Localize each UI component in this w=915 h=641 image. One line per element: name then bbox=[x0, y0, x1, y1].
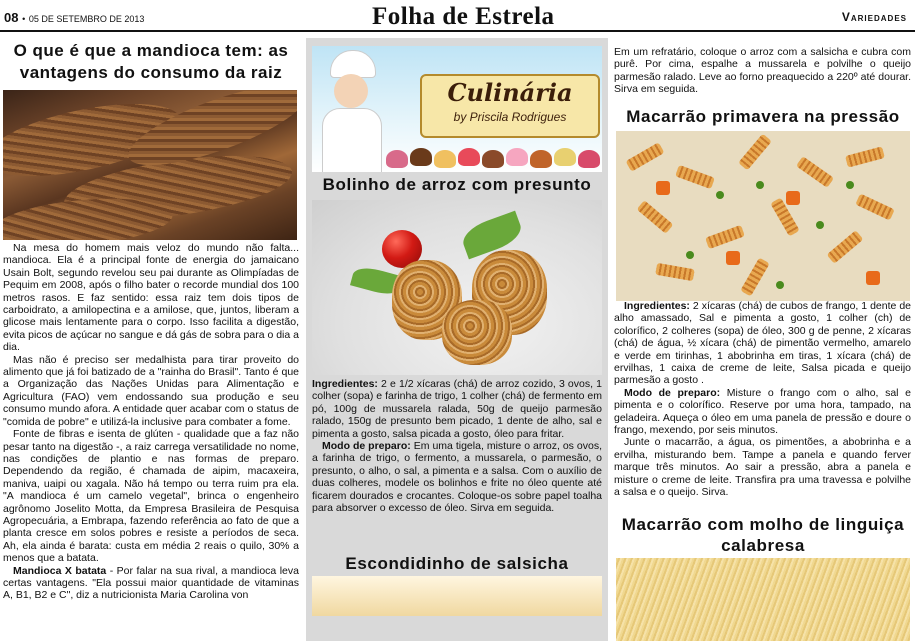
page-number: 08 bbox=[4, 10, 19, 25]
bullet: • bbox=[22, 14, 26, 24]
ingredients-label: Ingredientes: bbox=[624, 300, 690, 312]
chef-face-icon bbox=[334, 74, 368, 108]
ingredients bbox=[312, 378, 602, 440]
prep-label: Modo de preparo: bbox=[624, 386, 721, 399]
continued-text: Em um refratário, coloque o arroz com a salsicha e cubra com purê. Por cima, espalhe a mussarela e polvilhe o queijo parmesão ralado. Leve ao forno preaquecido a 220º até dourar. Sirva em seguida. bbox=[614, 46, 911, 96]
left-column bbox=[3, 38, 299, 641]
article-body bbox=[3, 242, 299, 602]
article-paragraph: Mas não é preciso ser medalhista para tirar proveito do alimento que já foi batizado de a "rainha do Brasil". Tanto é que a Organização das Nações Unidas para Alimentação e Agricultura (FAO) vem endossando sua produção e seu consumo mundo afora. A entidade quer acabar com o status de "comida de pobre" e utilizá-la inclusive para combater a fome. bbox=[3, 353, 299, 428]
bolinho-photo bbox=[312, 200, 602, 375]
preparation bbox=[614, 387, 911, 437]
recipe-body bbox=[614, 300, 911, 499]
escondidinho-photo bbox=[312, 576, 602, 616]
ingredients bbox=[614, 300, 911, 387]
recipe-title: Macarrão primavera na pressão bbox=[626, 107, 900, 126]
issue-date: 05 DE SETEMBRO DE 2013 bbox=[28, 14, 145, 24]
section-name: Variedades bbox=[841, 10, 907, 24]
article-headline: O que é que a mandioca tem: as vantagens do consumo da raiz bbox=[13, 41, 289, 82]
prep-text: Misture o frango com o alho, sal e pimenta e o colorífico. Reserve por uma hora, tampado, na geladeira. Aqueça o óleo em uma panela de pressão e doure o frango, mexendo, por seis minutos. bbox=[614, 386, 911, 437]
preparation bbox=[312, 440, 602, 514]
recipes-column bbox=[306, 38, 608, 641]
article-paragraph: Na mesa do homem mais veloz do mundo não falta... mandioca. Ela é a principal fonte de energia do jamaicano Usain Bolt, segundo revelou seu pai durante as Olimpíadas de Pequim em 2008, após o filho bater o recorde mundial dos 100 metros rasos. E faz sentido: essa raiz tem dois tipos de carboidrato, a amilopectina e a amilose, que, juntos, liberam a glicose mais lentamente para o corpo. Isso facilita a digestão, evita picos de açúcar no sangue e dá gás de sobra para o dia a dia. bbox=[3, 242, 299, 354]
culinaria-banner bbox=[312, 46, 602, 172]
ingredients-text: 2 e 1/2 xícaras (chá) de arroz cozido, 3 ovos, 1 colher (sopa) e farinha de trigo, 1 colher (chá) de fermento em pó, 100g de mussarela ralada, 50g de queijo parmesão ralado, 150g de presunto bem picado, 1 dente de alho, sal e pimenta a gosto, salsa picada a gosto, óleo para fritar. bbox=[312, 378, 602, 440]
paragraph-text: - Por falar na sua rival, a mandioca leva certas vantagens. "Ela possui maior quantidade de vitaminas A, B1, B2 e C", diz a nutricionista Maria Carolina von bbox=[3, 564, 299, 602]
penne-photo bbox=[616, 131, 910, 301]
pastries-illustration bbox=[386, 144, 602, 172]
recipe-continuation bbox=[614, 46, 911, 96]
recipe-title: Bolinho de arroz com presunto bbox=[322, 175, 592, 194]
page-header bbox=[0, 0, 915, 38]
preparation-continued: Junte o macarrão, a água, os pimentões, a abobrinha e a ervilha, misturando bem. Tampe a panela e quando ferver marque três minutos. Ao sair a pressão, abra a panela e misture o creme de leite. Transfira pra uma travessa e polvilhe a salsa e o queijo. Sirva. bbox=[614, 436, 911, 499]
mandioca-photo bbox=[3, 90, 297, 240]
ingredients-label: Ingredientes: bbox=[312, 378, 378, 390]
ingredients-text: 2 xícaras (chá) de cubos de frango, 1 dente de alho amassado, Sal e pimenta a gosto, 1 colher (ch) de colorífico, 2 colheres (sopa) de óleo, 300 g de penne, 2 xícaras (chá) de água, ½ xícara (chá) de pimentão vermelho, amarelo e verde em tirinhas, 1 abobrinha em tiras, 1 xícara (chá) de ervilhas, 1 caixa de creme de leite, Salsa picada e queijo parmesão a gosto . bbox=[614, 300, 911, 387]
banner-title: Culinária bbox=[447, 78, 573, 107]
subheading: Mandioca X batata bbox=[13, 564, 107, 577]
recipe-title: Macarrão com molho de linguiça calabresa bbox=[621, 515, 905, 555]
spaghetti-photo bbox=[616, 558, 910, 641]
prep-text: Em uma tigela, misture o arroz, os ovos, a farinha de trigo, o fermento, a mussarela, o parmesão, o presunto, o alho, o sal, a pimenta e a salsa. Com o auxílio de duas colheres, modele os bolinhos e frite no óleo quente até ficarem dourados e crocantes. Coloque-os sobre papel toalha para absorver o excesso de óleo. Sirva em seguida. bbox=[312, 440, 602, 515]
page-info bbox=[4, 10, 144, 25]
recipe-title: Escondidinho de salsicha bbox=[345, 554, 569, 573]
prep-label: Modo de preparo: bbox=[322, 440, 411, 453]
article-paragraph: Fonte de fibras e isenta de glúten - qualidade que a faz não pesar tanto na digestão -, a raiz carrega versatilidade no nome, nas condições de plantio e nas formas de preparo. Dependendo da região, é chamada de aipim, macaxeira, maniva, uaipi ou xagala. Não há tempo ou terra ruim pra ela. "A mandioca é um camelo vegetal", brinca o engenheiro agrônomo Joselito Motta, da Empresa Brasileira de Pesquisa Agropecuária, a Embrapa, fazendo referência ao fato de que a planta cresce em solos pobres e resiste a períodos de seca. Ah, ela ainda é barata: custa em média 2 reais o quilo, 30% a menos que a batata. bbox=[3, 428, 299, 565]
article-paragraph bbox=[3, 565, 299, 602]
recipe-body bbox=[312, 378, 602, 514]
chef-illustration bbox=[322, 108, 382, 172]
banner-label bbox=[420, 74, 600, 138]
header-rule bbox=[0, 30, 915, 32]
banner-byline: by Priscila Rodrigues bbox=[453, 110, 567, 124]
right-column bbox=[614, 38, 912, 641]
newspaper-title: Folha de Estrela bbox=[372, 3, 555, 30]
